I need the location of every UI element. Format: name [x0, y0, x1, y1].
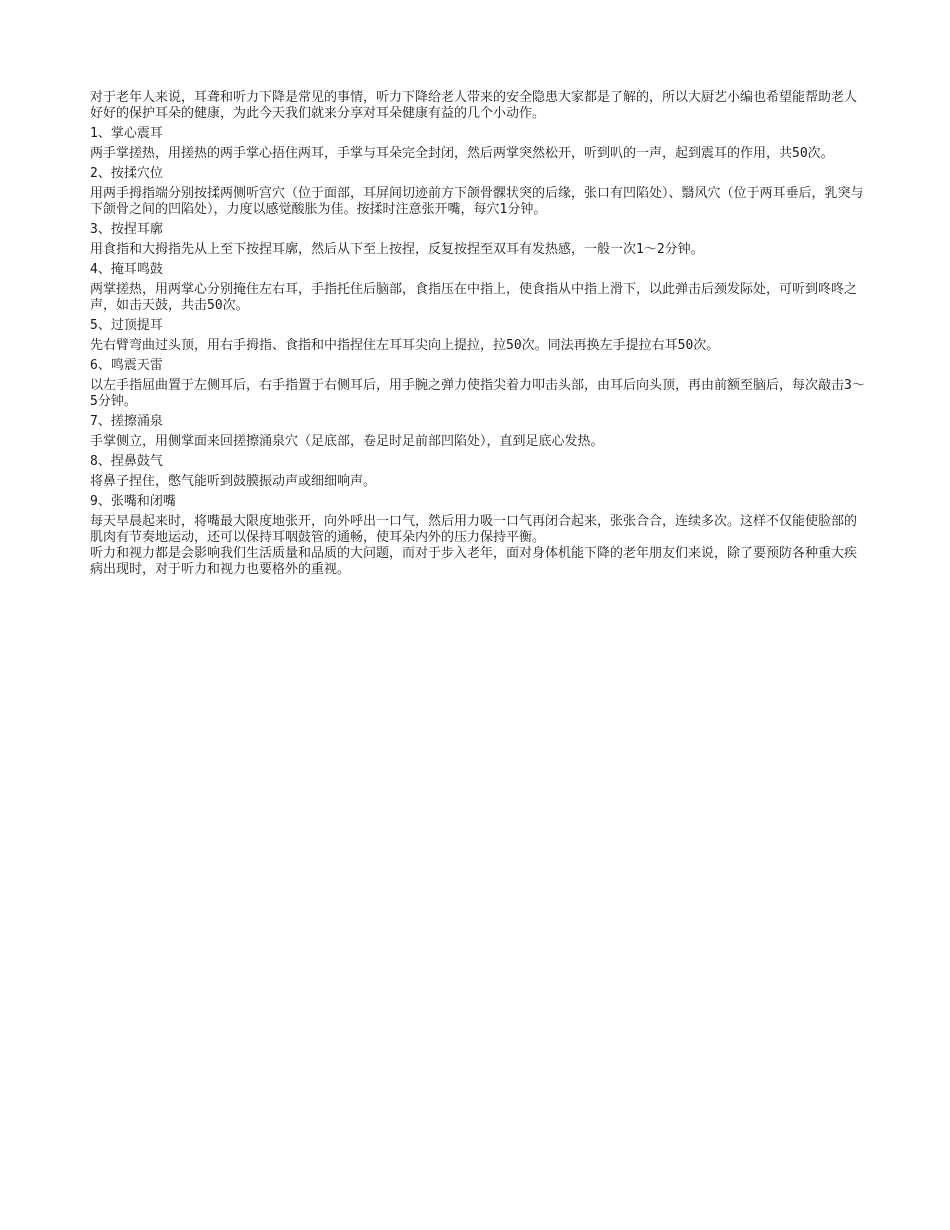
- section-body-6: 以左手指屈曲置于左侧耳后，右手指置于右侧耳后，用手腕之弹力使指尖着力叩击头部，由耳后向头顶，再由前额至脑后，每次敲击3～5分钟。: [90, 378, 865, 409]
- section-heading-7: 7、搓擦涌泉: [90, 414, 163, 429]
- conclusion-paragraph: 听力和视力都是会影响我们生活质量和品质的大问题，而对于步入老年，面对身体机能下降的老年朋友们来说，除了要预防各种重大疾病出现时，对于听力和视力也要格外的重视。: [90, 546, 858, 577]
- section-heading-6: 6、鸣震天雷: [90, 358, 163, 373]
- section-body-2: 用两手拇指端分别按揉两侧听宫穴（位于面部，耳屏间切迹前方下颌骨髁状突的后缘，张口有凹陷处）、翳风穴（位于两耳垂后，乳突与下颌骨之间的凹陷处），力度以感觉酸胀为佳。按揉时注意张开嘴，每穴1分钟。: [90, 186, 864, 217]
- section-body-9: 每天早晨起来时，将嘴最大限度地张开，向外呼出一口气，然后用力吸一口气再闭合起来，张张合合，连续多次。这样不仅能使脸部的肌肉有节奏地运动，还可以保持耳咽鼓管的通畅，使耳朵内外的压力保持平衡。: [90, 514, 858, 545]
- section-body-1: 两手掌搓热，用搓热的两手掌心捂住两耳，手掌与耳朵完全封闭，然后两掌突然松开，听到叭的一声，起到震耳的作用，共50次。: [90, 146, 834, 161]
- section-heading-8: 8、捏鼻鼓气: [90, 454, 163, 469]
- intro-paragraph: 对于老年人来说，耳聋和听力下降是常见的事情，听力下降给老人带来的安全隐患大家都是了解的，所以大厨艺小编也希望能帮助老人好好的保护耳朵的健康，为此今天我们就来分享对耳朵健康有益的几个小动作。: [90, 90, 858, 121]
- section-body-3: 用食指和大拇指先从上至下按捏耳廓，然后从下至上按捏，反复按捏至双耳有发热感，一般一次1～2分钟。: [90, 242, 704, 257]
- section-heading-5: 5、过顶提耳: [90, 318, 163, 333]
- section-heading-9: 9、张嘴和闭嘴: [90, 494, 176, 509]
- section-body-4: 两掌搓热，用两掌心分别掩住左右耳，手指托住后脑部，食指压在中指上，使食指从中指上滑下，以此弹击后颈发际处，可听到咚咚之声，如击天鼓，共击50次。: [90, 282, 858, 313]
- document-body: [90, 90, 865, 578]
- section-heading-1: 1、掌心震耳: [90, 126, 163, 141]
- section-body-5: 先右臂弯曲过头顶，用右手拇指、食指和中指捏住左耳耳尖向上提拉，拉50次。同法再换左手提拉右耳50次。: [90, 338, 720, 353]
- section-heading-4: 4、掩耳鸣鼓: [90, 262, 163, 277]
- section-heading-2: 2、按揉穴位: [90, 166, 163, 181]
- section-body-7: 手掌侧立，用侧掌面来回搓擦涌泉穴（足底部，卷足时足前部凹陷处），直到足底心发热。: [90, 434, 604, 449]
- section-heading-3: 3、按捏耳廓: [90, 222, 163, 237]
- section-body-8: 将鼻子捏住，憋气能听到鼓膜振动声或细细响声。: [90, 474, 377, 489]
